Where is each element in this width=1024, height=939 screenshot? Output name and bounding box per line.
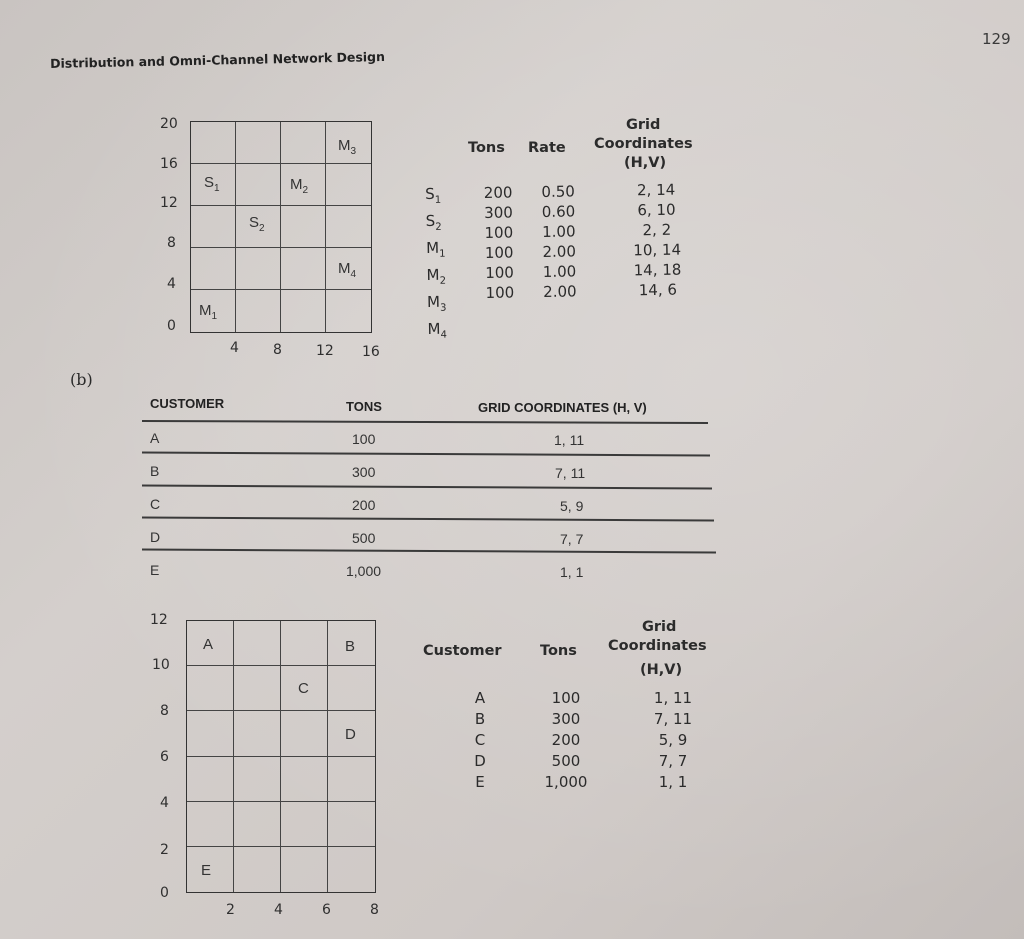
table1-row-symbol: $M_1$ (425, 238, 446, 260)
table2-header-hv: (H,V) (640, 662, 683, 678)
table2-tons: 1,000 (544, 773, 588, 791)
tons-cell: 100 (352, 431, 376, 447)
grid1-x-tick: 12 (316, 343, 334, 359)
grid1-label-m1: $M_1$ (199, 302, 218, 322)
customer-table-header-grid: GRID COORDINATES (H, V) (478, 400, 647, 415)
grid1-y-tick: 0 (167, 318, 176, 334)
customer-cell: D (150, 529, 161, 545)
grid2-y-tick: 2 (160, 842, 169, 858)
grid1-x-tick: 16 (362, 344, 380, 360)
grid1-label-m3: $M_3$ (338, 137, 357, 157)
table1-header-coordinates: Coordinates (594, 136, 693, 152)
table1-coord: 2, 2 (642, 220, 672, 240)
coord-cell: 1, 1 (560, 564, 584, 580)
table1-tons: 200 (483, 183, 513, 202)
grid1-label-m4: $M_4$ (338, 260, 357, 280)
grid1-y-tick: 20 (160, 116, 178, 132)
table1-tons: 100 (484, 223, 514, 242)
grid1-y-tick: 8 (167, 235, 176, 251)
table2-customer: C (474, 731, 486, 749)
table1-rate: 2.00 (542, 242, 577, 261)
table1-coord: 14, 18 (633, 260, 682, 280)
grid1-label-s2: $S_2$ (249, 214, 265, 234)
table2-header-coordinates: Coordinates (608, 638, 707, 654)
table2-customer: A (474, 689, 486, 707)
coord-cell: 7, 11 (555, 465, 586, 481)
grid1-y-tick: 12 (160, 195, 178, 211)
customer-table-header-tons: TONS (346, 399, 382, 414)
grid2 (186, 620, 376, 893)
grid2-x-tick: 6 (322, 902, 331, 918)
table1-rate: 2.00 (543, 282, 577, 301)
coord-cell: 7, 7 (560, 531, 584, 547)
tons-cell: 300 (352, 464, 376, 480)
table-rule (142, 548, 716, 553)
table2-coord: 7, 11 (653, 710, 693, 728)
customer-cell: B (150, 463, 160, 479)
table2-tons: 100 (551, 689, 581, 707)
table1-rate: 0.60 (541, 202, 576, 221)
table2-customer: D (474, 752, 486, 770)
grid2-y-tick: 4 (160, 795, 169, 811)
grid2-label-e: E (201, 862, 212, 879)
table1-row-symbol: $M_4$ (427, 319, 448, 341)
running-header: Distribution and Omni-Channel Network Design (50, 48, 386, 71)
table1-header-hv: (H,V) (624, 155, 667, 171)
table1-row-symbol: $M_2$ (426, 265, 447, 287)
grid2-label-a: A (203, 636, 214, 653)
table1-row-symbol: $S_1$ (425, 184, 442, 206)
table1-coord: 6, 10 (637, 200, 676, 220)
table2-customer: E (475, 773, 485, 791)
table2-header-tons: Tons (540, 643, 577, 659)
table1-row-symbol: $S_2$ (425, 211, 442, 233)
table1-rate: 1.00 (541, 222, 576, 241)
grid2-x-tick: 8 (370, 902, 379, 918)
table-rule (142, 485, 712, 490)
grid1-x-tick: 8 (273, 342, 282, 358)
table-rule (142, 452, 710, 457)
table2-coord: 5, 9 (658, 731, 688, 749)
table1-tons: 100 (484, 243, 514, 262)
table2-coord: 7, 7 (658, 752, 688, 770)
grid1-y-tick: 4 (167, 276, 176, 292)
grid2-y-tick: 0 (160, 885, 169, 901)
table-rule (142, 420, 708, 424)
grid1-label-m2: $M_2$ (290, 176, 309, 196)
table1-tons: 100 (485, 283, 515, 302)
table1-coord: 10, 14 (633, 240, 682, 260)
customer-cell: C (150, 496, 161, 512)
table1-header-tons: Tons (468, 140, 505, 156)
grid1-y-tick: 16 (160, 156, 178, 172)
table2-coord: 1, 1 (658, 773, 688, 791)
customer-cell: A (150, 430, 160, 446)
page-number: 129 (982, 30, 1011, 48)
table1-coord: 2, 14 (636, 180, 676, 200)
table2-header-grid: Grid (642, 619, 677, 635)
table1-rate: 0.50 (541, 182, 576, 201)
table2-tons: 200 (551, 731, 581, 749)
table2-header-customer: Customer (423, 643, 502, 659)
coord-cell: 5, 9 (560, 498, 584, 514)
grid1-x-tick: 4 (230, 340, 239, 356)
grid2-x-tick: 2 (226, 902, 235, 918)
table1-header-rate: Rate (528, 140, 566, 156)
table2-customer: B (474, 710, 486, 728)
table1-header-grid: Grid (626, 117, 661, 133)
table1-tons: 300 (484, 203, 513, 222)
table1-tons: 100 (485, 263, 515, 282)
table1-row-symbol: $M_3$ (426, 292, 447, 314)
customer-cell: E (150, 562, 160, 578)
grid2-y-tick: 8 (160, 703, 169, 719)
table-rule (142, 517, 714, 522)
grid1-label-s1: $S_1$ (204, 174, 220, 194)
coord-cell: 1, 11 (554, 432, 585, 448)
tons-cell: 200 (352, 497, 376, 513)
grid2-label-d: D (345, 726, 356, 743)
tons-cell: 500 (352, 530, 376, 546)
table2-tons: 300 (551, 710, 581, 728)
grid2-x-tick: 4 (274, 902, 283, 918)
table1-coord: 14, 6 (638, 280, 678, 300)
grid2-y-tick: 10 (152, 657, 170, 673)
grid2-y-tick: 6 (160, 749, 169, 765)
grid2-y-tick: 12 (150, 612, 168, 628)
tons-cell: 1,000 (346, 563, 382, 579)
part-label: (b) (70, 370, 93, 389)
grid2-label-c: C (298, 680, 309, 697)
table1-rate: 1.00 (542, 262, 577, 281)
table2-coord: 1, 11 (653, 689, 693, 707)
table2-tons: 500 (551, 752, 581, 770)
grid2-label-b: B (345, 638, 356, 655)
customer-table-header-customer: CUSTOMER (150, 396, 225, 411)
